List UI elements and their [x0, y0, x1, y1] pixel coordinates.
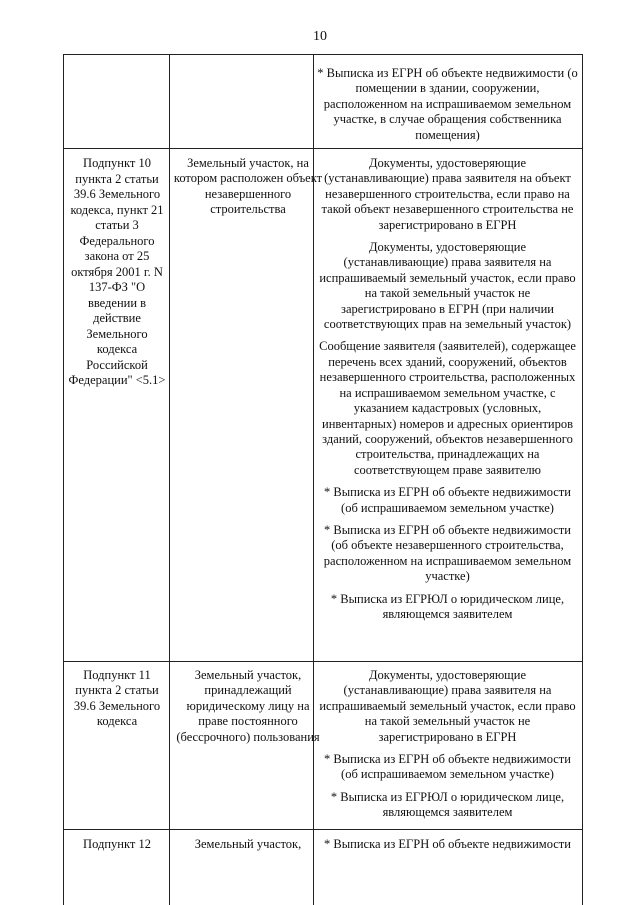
table-border-top [63, 54, 583, 55]
document-item: * Выписка из ЕГРН об объекте недвижимости (о помещении в здании, сооружении, расположенном на испрашиваемом земельном участке, в случае обращения собственника помещения) [317, 66, 578, 142]
document-item: * Выписка из ЕГРЮЛ о юридическом лице, являющемся заявителем [330, 591, 565, 621]
legal-basis-cell: Подпункт 12 [83, 837, 151, 851]
document-item: Документы, удостоверяющие (устанавливающие) права заявителя на испрашиваемый земельный участок, если право на такой земельный участок не зарегистрировано в ЕГРН (при наличии соответствующих прав на земельный участок) [319, 240, 576, 332]
land-plot-cell: Земельный участок, [194, 837, 302, 851]
document-item: Документы, удостоверяющие (устанавливающие) права заявителя на испрашиваемый земельный участок, если право на такой земельный участок не зарегистрировано в ЕГРН [319, 668, 576, 744]
table-column-divider-1 [169, 54, 170, 905]
document-item: * Выписка из ЕГРЮЛ о юридическом лице, являющемся заявителем [330, 789, 565, 820]
documents-cell [316, 837, 579, 859]
document-item: * Выписка из ЕГРН об объекте недвижимости (об испрашиваемом земельном участке) [324, 485, 571, 515]
documents-cell [316, 668, 579, 828]
documents-cell [316, 66, 579, 150]
document-item: * Выписка из ЕГРН об объекте недвижимости [324, 837, 571, 851]
requirements-table [63, 54, 583, 905]
document-item: Сообщение заявителя (заявителей), содержащее перечень всех зданий, сооружений, объектов незавершенного строительства, расположенных на испрашиваемом земельном участке, с указанием кадастровых (условных, инвентарных) номеров и адресных ориентиров зданий, сооружений, объектов незавершенного строительства, принадлежащих на соответствующем праве заявителю [319, 339, 576, 477]
row-divider-3 [63, 829, 583, 830]
documents-cell [316, 156, 579, 629]
land-plot-cell: Земельный участок, на котором расположен объект незавершенного строительства [173, 156, 323, 217]
row-divider-2 [63, 661, 583, 662]
land-plot-cell: Земельный участок, принадлежащий юридическому лицу на праве постоянного (бессрочного) пользования [176, 668, 320, 744]
table-border-right [582, 54, 583, 905]
legal-basis-cell: Подпункт 11 пункта 2 статьи 39.6 Земельного кодекса [73, 668, 161, 729]
page-number: 10 [313, 29, 327, 44]
legal-basis-cell: Подпункт 10 пункта 2 статьи 39.6 Земельного кодекса, пункт 21 статьи 3 Федерального закона от 25 октября 2001 г. N 137-ФЗ "О введении в действие Земельного кодекса Российской Федерации" <5.1> [68, 156, 166, 387]
document-item: * Выписка из ЕГРН об объекте недвижимости (об испрашиваемом земельном участке) [324, 752, 571, 782]
table-border-left [63, 54, 64, 905]
document-item: Документы, удостоверяющие (устанавливающие) права заявителя на объект незавершенного строительства, если право на такой объект незавершенного строительства не зарегистрировано в ЕГРН [321, 156, 574, 232]
document-item: * Выписка из ЕГРН об объекте недвижимости (об объекте незавершенного строительства, расположенном на испрашиваемом земельном участке) [323, 522, 572, 584]
